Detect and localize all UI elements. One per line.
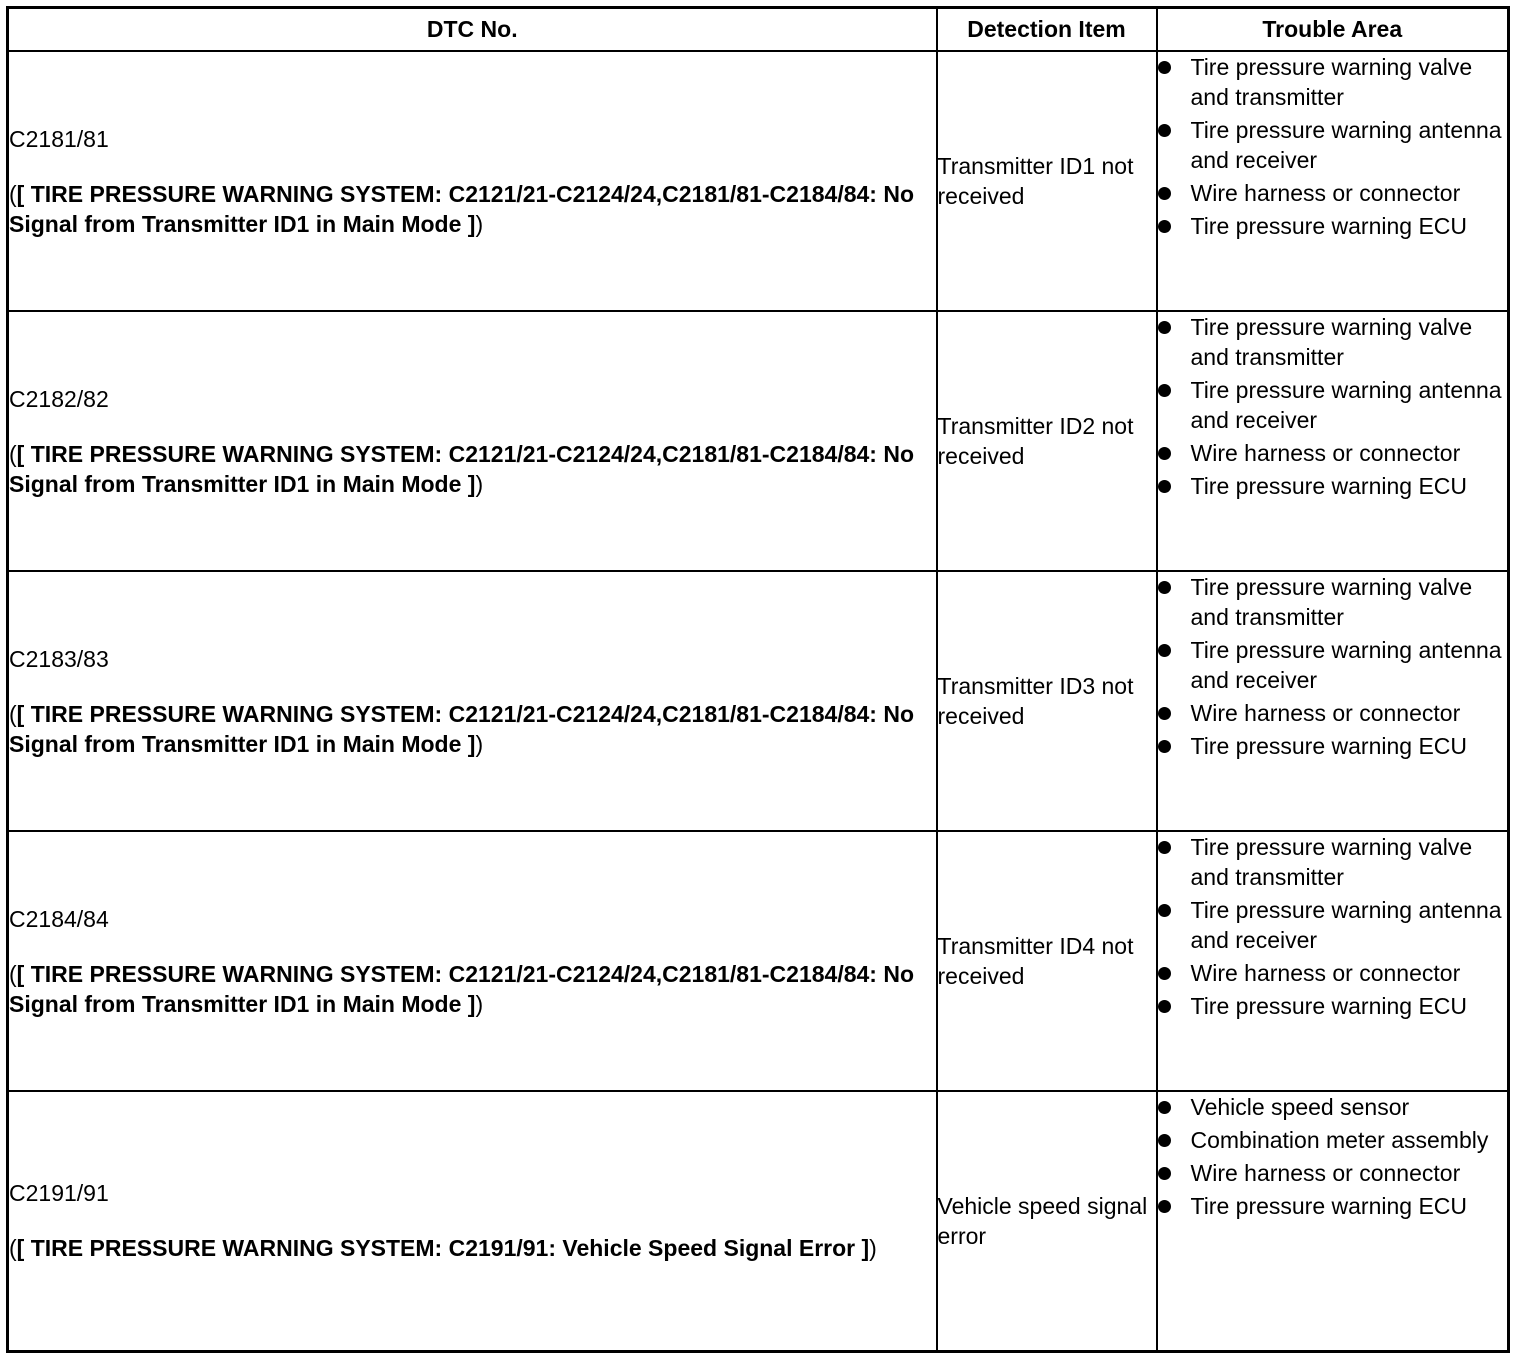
trouble-area-text: Tire pressure warning antenna and receiver: [1190, 117, 1502, 173]
trouble-area-item: [1158, 438, 1508, 468]
trouble-area-text: Tire pressure warning valve and transmitter: [1190, 54, 1473, 110]
bullet-icon: [1158, 644, 1171, 657]
bullet-icon: [1158, 904, 1171, 917]
trouble-area-item: [1158, 471, 1508, 501]
trouble-area-text: Tire pressure warning ECU: [1190, 473, 1468, 499]
trouble-area-item: [1158, 635, 1508, 695]
trouble-area-item: [1158, 1158, 1508, 1188]
dtc-code: C2191/91: [9, 1180, 109, 1207]
trouble-area-text: Tire pressure warning valve and transmitter: [1190, 574, 1473, 630]
trouble-area-text: Tire pressure warning ECU: [1190, 213, 1468, 239]
trouble-area-item: [1158, 52, 1508, 112]
bullet-icon: [1158, 220, 1171, 233]
trouble-area-text: Wire harness or connector: [1190, 1160, 1461, 1186]
trouble-area-item: [1158, 178, 1508, 208]
trouble-area-cell: [1157, 831, 1509, 1091]
trouble-area-text: Tire pressure warning antenna and receiver: [1190, 897, 1502, 953]
table-row: [8, 831, 1509, 1091]
ref-open: (: [9, 1235, 17, 1262]
bullet-icon: [1158, 1101, 1171, 1114]
trouble-area-item: [1158, 1125, 1508, 1155]
trouble-area-item: [1158, 375, 1508, 435]
ref-title: [ TIRE PRESSURE WARNING SYSTEM: C2121/21-C2124/24,C2181/81-C2184/84: No Signal from Transmitter ID1 in Main Mode ]: [9, 180, 915, 237]
header-trouble-area: Trouble Area: [1157, 8, 1509, 52]
trouble-area-list: [1158, 312, 1508, 501]
bullet-icon: [1158, 1200, 1171, 1213]
dtc-code: C2183/83: [9, 645, 109, 672]
dtc-reference-link[interactable]: [9, 439, 936, 499]
ref-close: ): [475, 730, 484, 757]
ref-title: [ TIRE PRESSURE WARNING SYSTEM: C2121/21-C2124/24,C2181/81-C2184/84: No Signal from Transmitter ID1 in Main Mode ]: [9, 960, 915, 1017]
trouble-area-text: Wire harness or connector: [1190, 700, 1461, 726]
dtc-reference-link[interactable]: [9, 1233, 936, 1263]
trouble-area-item: [1158, 572, 1508, 632]
bullet-icon: [1158, 321, 1171, 334]
bullet-icon: [1158, 384, 1171, 397]
ref-close: ): [475, 210, 484, 237]
trouble-area-item: [1158, 211, 1508, 241]
trouble-area-text: Wire harness or connector: [1190, 440, 1461, 466]
dtc-cell: [8, 571, 937, 831]
trouble-area-list: [1158, 1092, 1508, 1221]
table-row: [8, 311, 1509, 571]
trouble-area-item: [1158, 1092, 1508, 1122]
dtc-code: C2181/81: [9, 125, 109, 152]
ref-close: ): [869, 1235, 877, 1262]
dtc-cell: [8, 1091, 937, 1351]
table-row: [8, 571, 1509, 831]
ref-open: (: [9, 180, 17, 207]
bullet-icon: [1158, 967, 1171, 980]
trouble-area-text: Tire pressure warning valve and transmitter: [1190, 314, 1473, 370]
ref-open: (: [9, 700, 17, 727]
ref-title: [ TIRE PRESSURE WARNING SYSTEM: C2121/21-C2124/24,C2181/81-C2184/84: No Signal from Transmitter ID1 in Main Mode ]: [9, 440, 915, 497]
trouble-area-text: Tire pressure warning ECU: [1190, 993, 1468, 1019]
trouble-area-item: [1158, 312, 1508, 372]
detection-item: Transmitter ID1 not received: [937, 51, 1157, 311]
trouble-area-cell: [1157, 1091, 1509, 1351]
trouble-area-text: Combination meter assembly: [1190, 1127, 1489, 1153]
trouble-area-item: [1158, 958, 1508, 988]
bullet-icon: [1158, 61, 1171, 74]
dtc-cell: [8, 311, 937, 571]
ref-open: (: [9, 440, 17, 467]
table-row: [8, 51, 1509, 311]
detection-item: Transmitter ID3 not received: [937, 571, 1157, 831]
bullet-icon: [1158, 581, 1171, 594]
bullet-icon: [1158, 447, 1171, 460]
trouble-area-text: Vehicle speed sensor: [1190, 1094, 1410, 1120]
bullet-icon: [1158, 187, 1171, 200]
bullet-icon: [1158, 1000, 1171, 1013]
trouble-area-list: [1158, 52, 1508, 241]
trouble-area-text: Tire pressure warning valve and transmitter: [1190, 834, 1473, 890]
trouble-area-list: [1158, 832, 1508, 1021]
trouble-area-text: Tire pressure warning antenna and receiver: [1190, 377, 1502, 433]
trouble-area-cell: [1157, 571, 1509, 831]
trouble-area-item: [1158, 895, 1508, 955]
trouble-area-item: [1158, 832, 1508, 892]
dtc-reference-link[interactable]: [9, 699, 936, 759]
header-detection-item: Detection Item: [937, 8, 1157, 52]
ref-open: (: [9, 960, 17, 987]
bullet-icon: [1158, 1167, 1171, 1180]
ref-close: ): [475, 990, 484, 1017]
trouble-area-text: Tire pressure warning ECU: [1190, 733, 1468, 759]
trouble-area-text: Wire harness or connector: [1190, 180, 1461, 206]
trouble-area-text: Wire harness or connector: [1190, 960, 1461, 986]
bullet-icon: [1158, 480, 1171, 493]
bullet-icon: [1158, 1134, 1171, 1147]
dtc-cell: [8, 831, 937, 1091]
table-row: [8, 1091, 1509, 1351]
trouble-area-item: [1158, 115, 1508, 175]
dtc-table: [6, 6, 1510, 1353]
bullet-icon: [1158, 740, 1171, 753]
trouble-area-cell: [1157, 311, 1509, 571]
trouble-area-item: [1158, 698, 1508, 728]
header-row: [8, 8, 1509, 52]
trouble-area-item: [1158, 1191, 1508, 1221]
detection-item: Transmitter ID4 not received: [937, 831, 1157, 1091]
trouble-area-item: [1158, 991, 1508, 1021]
trouble-area-cell: [1157, 51, 1509, 311]
dtc-code: C2182/82: [9, 385, 109, 412]
detection-item: Transmitter ID2 not received: [937, 311, 1157, 571]
dtc-reference-link[interactable]: [9, 179, 936, 239]
trouble-area-item: [1158, 731, 1508, 761]
ref-close: ): [475, 470, 484, 497]
bullet-icon: [1158, 124, 1171, 137]
dtc-reference-link[interactable]: [9, 959, 936, 1019]
ref-title: [ TIRE PRESSURE WARNING SYSTEM: C2121/21-C2124/24,C2181/81-C2184/84: No Signal from Transmitter ID1 in Main Mode ]: [9, 700, 915, 757]
trouble-area-text: Tire pressure warning antenna and receiver: [1190, 637, 1502, 693]
bullet-icon: [1158, 707, 1171, 720]
detection-item: Vehicle speed signal error: [937, 1091, 1157, 1351]
dtc-cell: [8, 51, 937, 311]
trouble-area-list: [1158, 572, 1508, 761]
trouble-area-text: Tire pressure warning ECU: [1190, 1193, 1468, 1219]
header-dtc: DTC No.: [8, 8, 937, 52]
dtc-code: C2184/84: [9, 905, 109, 932]
bullet-icon: [1158, 841, 1171, 854]
ref-title: [ TIRE PRESSURE WARNING SYSTEM: C2191/91: Vehicle Speed Signal Error ]: [16, 1235, 870, 1262]
